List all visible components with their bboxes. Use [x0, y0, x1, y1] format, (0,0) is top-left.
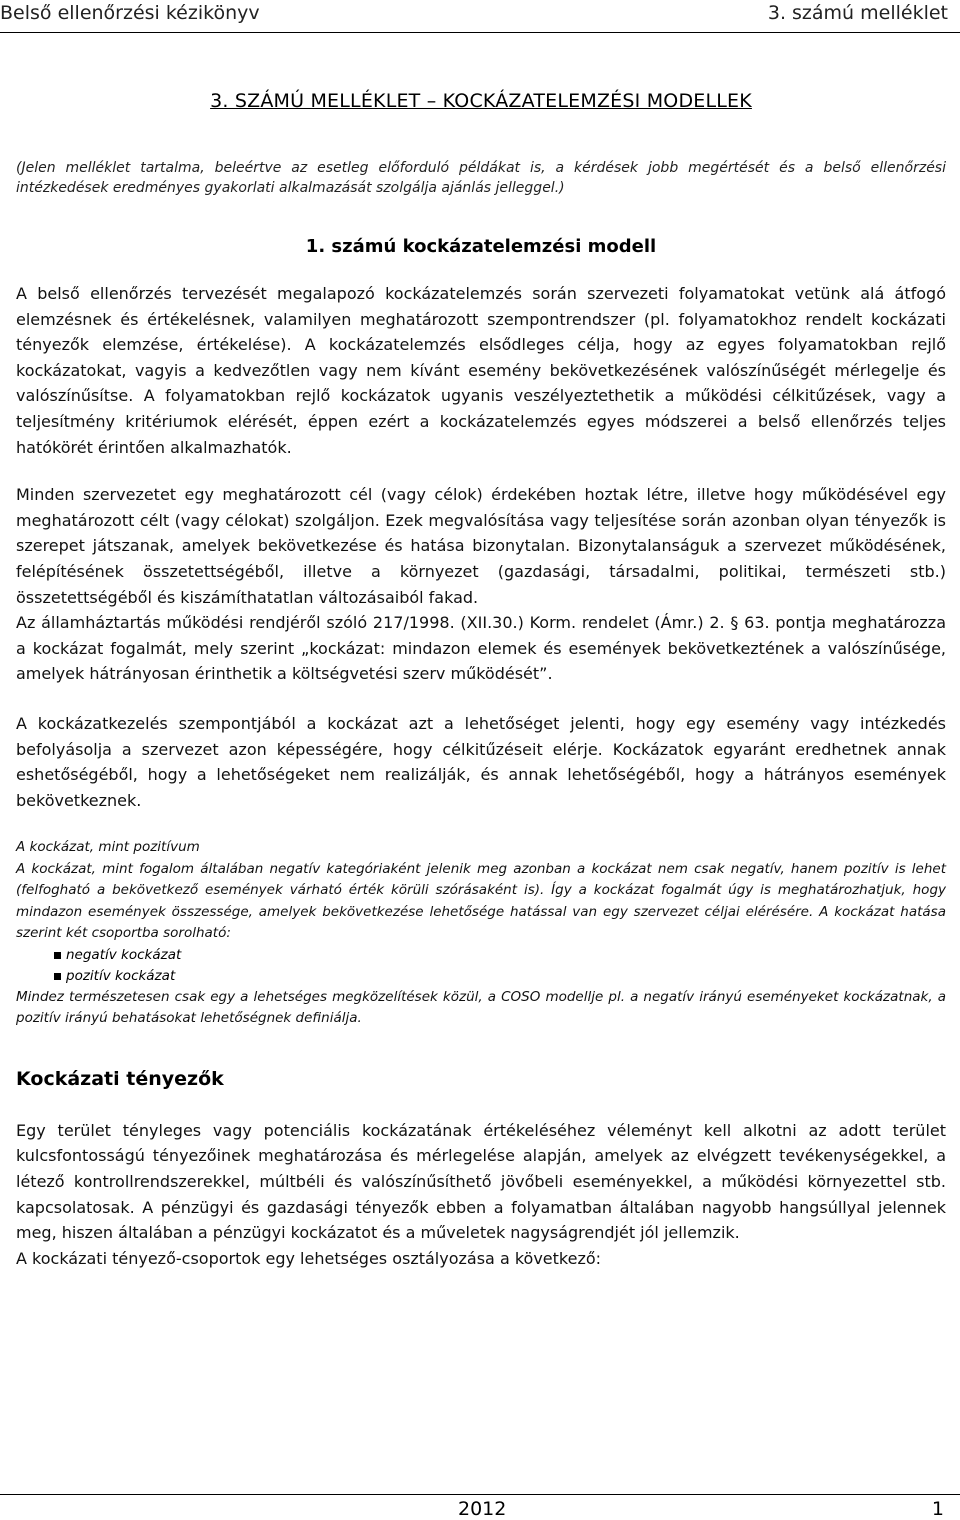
paragraph-legal-definition: Az államháztartás működési rendjéről szóló 217/1998. (XII.30.) Korm. rendelet (Ámr.) 2. § 63. pontja meghatározza a kockázat fogalmát, mely szerint „kockázat: mindazon elemek és események bekövetkeztének a valószínűsége, amelyek hátrányosan érinthetik a költségvetési szerv működését”. — [16, 613, 946, 684]
risk-factors-closing: A kockázati tényező-csoportok egy lehetséges osztályozása a következő: — [16, 1248, 602, 1268]
footer-year: 2012 — [458, 1498, 507, 1520]
page-number: 1 — [931, 1498, 944, 1520]
page-title: 3. SZÁMÚ MELLÉKLET – KOCKÁZATELEMZÉSI MODELLEK — [210, 90, 752, 112]
footer-divider — [0, 1494, 960, 1495]
positive-risk-text: A kockázat, mint fogalom általában negatív kategóriaként jelenik meg azonban a kockázat nem csak negatív, hanem pozitív is lehet (felfogható a bekövetkező események várható érték körüli szórásaként is). Így a kockázat fogalmát úgy is meghatározhatjuk, hogy mindazon események összessége, amelyek bekövetkezése lehetősége hatással van egy szervezet céljai elérésére. A kockázat hatása szerint két csoportba sorolható: — [16, 860, 946, 942]
paragraph-risk-analysis: A belső ellenőrzés tervezését megalapozó kockázatelemzés során szervezeti folyamatokat vetünk alá átfogó elemzésnek és értékelésnek, valamilyen meghatározott szempontrendszer (pl. folyamatokhoz rendelt kockázati tényezők elemzése, értékelése). A kockázatelemzés elsődleges célja, hogy az egyes folyamatokban rejlő kockázatokat, vagyis a kedvezőtlen vagy nem kívánt esemény bekövetkezésének valószínűségét mérlegelje és valószínűsítse. A folyamatokban rejlő kockázatok ugyanis veszélyeztethetik a működési célkitűzések, vagy a teljesítmény kritériumok elérését, éppen ezért a kockázatelemzés egyes módszerei a belső ellenőrzés teljes hatókörét érintően alkalmazhatók. — [16, 284, 946, 457]
positive-risk-heading: A kockázat, mint pozitívum — [16, 839, 200, 856]
intro-note: (Jelen melléklet tartalma, beleértve az esetleg előforduló példákat is, a kérdések jobb megértését és a belső ellenőrzési intézkedések eredményes gyakorlati alkalmazását szolgálja ajánlás jelleggel.) — [16, 160, 946, 196]
risk-factors-text: Egy terület tényleges vagy potenciális kockázatának értékeléséhez véleményt kell alkotni az adott terület kulcsfontosságú tényezőinek meghatározása és mérlegelése alapján, amelyek az elvégzett tevékenységekkel, a létező kontrollrendszerekkel, múltbéli és valószínűsíthető jövőbeli eseményekkel, a működési környezettel stb. kapcsolatosak. A pénzügyi és gazdasági tényezők ebben a folyamatban általában nagyobb hangsúllyal jelennek meg, hiszen általában a pénzügyi kockázatot és a műveletek nagyságrendjét jól jellemzik. — [16, 1120, 946, 1243]
section-title: 1. számú kockázatelemzési modell — [305, 236, 657, 257]
header-divider — [0, 32, 960, 33]
list-item: negatív kockázat — [16, 945, 946, 966]
paragraph-organization-goals: Minden szervezetet egy meghatározott cél (vagy célok) érdekében hoztak létre, illetve hogy működésével egy meghatározott célt (vagy célokat) szolgáljon. Ezek megvalósítása vagy teljesítése során azonban olyan tényezők is szerepet játszanak, amelyek bekövetkezése és hatása bizonytalan. Bizonytalanságuk a szervezet működésének, felépítésének összetettségéből, illetve a környezet (gazdasági, társadalmi, politikai, természeti stb.) összetettségéből és kiszámíthatatlan változásaiból fakad. — [16, 485, 946, 607]
list-item: pozitív kockázat — [16, 966, 946, 987]
page-footer — [0, 1494, 960, 1519]
bullet-square-icon — [54, 973, 61, 980]
risk-factors-heading: Kockázati tényezők — [16, 1067, 224, 1090]
page-content — [16, 90, 946, 1271]
header-document-title: Belső ellenőrzési kézikönyv — [0, 2, 260, 24]
bullet-square-icon — [54, 952, 61, 959]
risk-type-list — [16, 945, 946, 987]
header-appendix-label: 3. számú melléklet — [767, 2, 948, 24]
positive-risk-closing: Mindez természetesen csak egy a lehetséges megközelítések közül, a COSO modellje pl. a negatív irányú eseményeket kockázatnak, a pozitív irányú behatásokat lehetőségnek definiálja. — [16, 988, 946, 1027]
page-header — [0, 0, 960, 34]
paragraph-risk-management: A kockázatkezelés szempontjából a kockázat azt a lehetőséget jelenti, hogy egy esemény vagy intézkedés befolyásolja a szervezet azon képességére, hogy célkitűzéseit elérje. Kockázatok egyaránt eredhetnek annak eshetőségéből, hogy a lehetőségeket nem realizálják, és annak lehetőségéből, hogy a hátrányos események bekövetkeznek. — [16, 713, 946, 810]
